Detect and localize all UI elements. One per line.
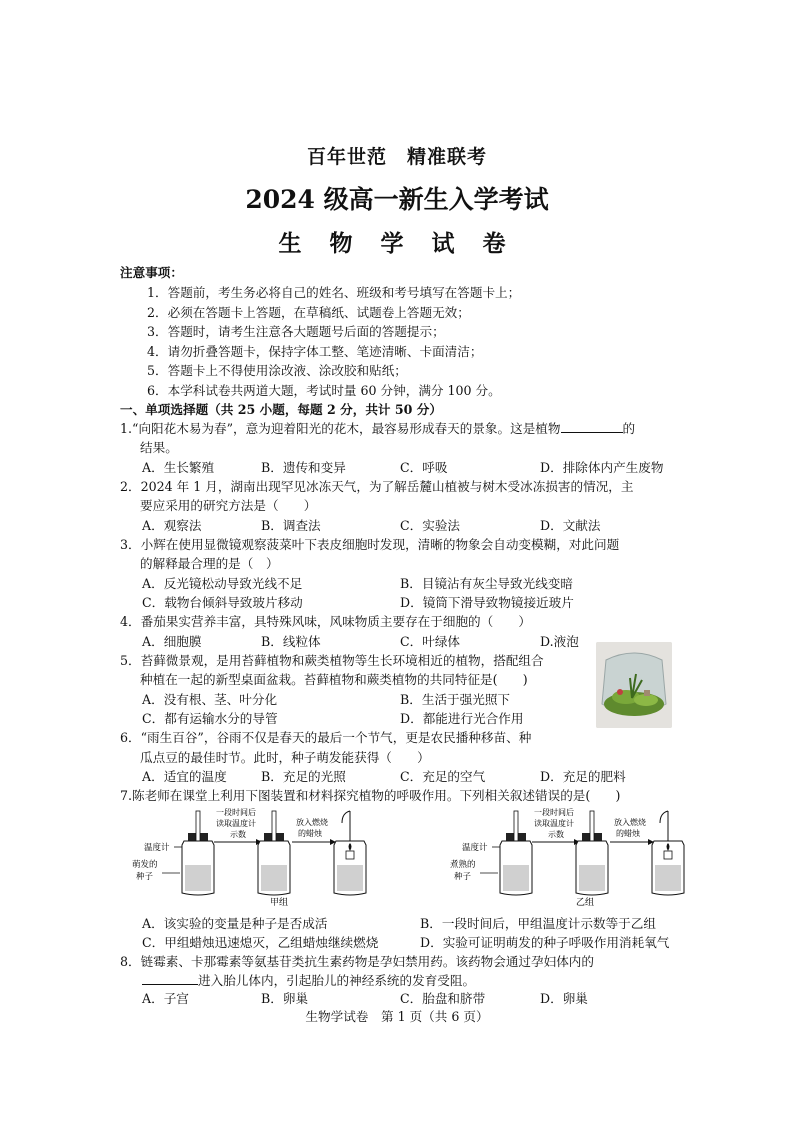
question-stem: 2．2024 年 1 月，湖南出现罕见冰冻天气，为了解岳麓山植被与树木受冰冻损害的情况，主 [120,479,634,494]
option: D．都能进行光合作用 [400,711,524,726]
experiment-figure [130,805,690,908]
question-stem: 6．“雨生百谷”，谷雨不仅是春天的最后一个节气，更是农民播种移苗、种 [120,730,532,745]
option: D．文献法 [540,518,601,533]
option: B．目镜沾有灰尘导致光线变暗 [400,576,573,591]
arrow-label: 的蜡烛 [298,829,322,838]
option: B．线粒体 [261,634,321,649]
option: A．观察法 [142,518,202,533]
option: D．镜筒下滑导致物镜接近玻片 [400,595,574,610]
exam-series-title: 百年世范 精准联考 [306,146,487,168]
candle [346,851,354,859]
terrarium-illustration [596,642,672,728]
option: B．遗传和变异 [261,460,346,475]
option: B．调查法 [261,518,321,533]
option: C．实验法 [400,518,461,533]
group-yi-apparatus [450,807,684,908]
moss-terrarium-photo [596,642,672,728]
answer-blank [561,420,623,433]
seeds [185,865,211,891]
question-stem-cont: 要应采用的研究方法是（ ） [140,498,317,513]
seeds [503,865,529,891]
question-stem: 4．番茄果实营养丰富，具特殊风味，风味物质主要存在于细胞的（ ） [120,614,532,629]
question-stem-cont [142,970,475,989]
option: B．卵巢 [261,991,309,1006]
seed-label: 种子 [454,872,472,882]
option: A．子宫 [142,991,189,1006]
notice-item: 3．答题时，请考生注意各大题题号后面的答题提示； [147,324,445,339]
option: C．胎盘和脐带 [400,991,486,1006]
option: D．充足的肥料 [540,769,626,784]
option: A．反光镜松动导致光线不足 [142,576,303,591]
arrow-label: 示数 [230,830,246,839]
candle-spoon-handle [660,811,668,823]
q8-stem-end: 进入胎儿体内，引起胎儿的神经系统的发育受阻。 [198,973,476,988]
option: A．该实验的变量是种子是否成活 [142,916,328,931]
question-stem-cont: 的解释最合理的是（ ） [140,556,279,571]
question-stem-cont: 结果。 [140,440,178,455]
option: A．生长繁殖 [142,460,215,475]
arrow-label: 一段时间后 [534,808,574,817]
arrow-label: 的蜡烛 [616,829,640,838]
thermometer-label: 温度计 [144,843,170,853]
option: B．生活于强光照下 [400,692,511,707]
seed-label: 煮熟的 [450,860,476,870]
option: A．没有根、茎、叶分化 [142,692,278,707]
option: D．实验可证明萌发的种子呼吸作用消耗氧气 [420,935,670,950]
question-stem: 3．小辉在使用显微镜观察菠菜叶下表皮细胞时发现，清晰的物象会自动变模糊，对此问题 [120,537,620,552]
page-footer: 生物学试卷 第 1 页（共 6 页） [305,1009,489,1024]
notice-item: 6．本学科试卷共两道大题，考试时量 60 分钟，满分 100 分。 [147,383,501,398]
notice-item: 2．必须在答题卡上答题，在草稿纸、试题卷上答题无效； [147,305,470,320]
option: B．一段时间后，甲组温度计示数等于乙组 [420,916,656,931]
option: C．甲组蜡烛迅速熄灭，乙组蜡烛继续燃烧 [142,935,379,950]
notice-item: 4．请勿折叠答题卡，保持字体工整、笔迹清晰、卡面清洁； [147,344,483,359]
arrow-label: 读取温度计 [534,819,574,828]
subject-title: 生 物 学 试 卷 [278,230,516,257]
question-stem: 5．苔藓微景观，是用苔藓植物和蕨类植物等生长环境相近的植物，搭配组合 [120,653,544,668]
seed-label: 种子 [136,872,154,882]
seeds [261,865,287,891]
seeds [655,865,681,891]
arrow-label: 读取温度计 [216,819,256,828]
group-label: 乙组 [576,898,595,908]
notice-item: 5．答题卡上不得使用涂改液、涂改胶和贴纸； [147,363,407,378]
notice-title: 注意事项： [120,265,183,280]
arrow-label: 放入燃烧 [614,818,646,827]
notice-item: 1．答题前，考生务必将自己的姓名、班级和考号填写在答题卡上； [147,285,521,300]
seeds [579,865,605,891]
exam-title: 2024 级高一新生入学考试 [245,185,549,214]
option: A．适宜的温度 [142,769,227,784]
option: D．卵巢 [540,991,588,1006]
red-flower [617,689,623,695]
arrow-label: 放入燃烧 [296,818,328,827]
option: C．充足的空气 [400,769,486,784]
group-label: 甲组 [270,898,289,908]
question-stem: 7.陈老师在课堂上利用下图装置和材料探究植物的呼吸作用。下列相关叙述错误的是( ) [120,788,621,803]
question-stem-cont: 种植在一起的新型桌面盆栽。苔藓植物和蕨类植物的共同特征是( ) [140,672,528,687]
candle-spoon-handle [342,811,350,823]
option: D.液泡 [540,634,579,649]
option: B．充足的光照 [261,769,346,784]
section-title: 一、单项选择题（共 25 小题，每题 2 分，共计 50 分） [120,402,442,417]
option: A．细胞膜 [142,634,202,649]
seed-label: 萌发的 [132,860,158,870]
candle [664,851,672,859]
seeds [337,865,363,891]
pebble [644,690,650,696]
question-stem-cont: 瓜点豆的最佳时节。此时，种子萌发能获得（ ） [140,750,430,765]
option: C．载物台倾斜导致玻片移动 [142,595,303,610]
thermometer-label: 温度计 [462,843,488,853]
option: D．排除体内产生废物 [540,460,664,475]
q1-stem: 1.“向阳花木易为春”，意为迎着阳光的花木，最容易形成春天的景象。这是植物 [120,421,561,436]
option: C．都有运输水分的导管 [142,711,278,726]
option: C．呼吸 [400,460,448,475]
answer-blank [142,972,198,985]
group-jia-apparatus [132,807,366,908]
arrow-label: 示数 [548,830,564,839]
option: C．叶绿体 [400,634,461,649]
question-stem [120,418,635,437]
q1-stem-end: 的 [622,421,636,436]
question-stem: 8．链霉素、卡那霉素等氨基苷类抗生素药物是孕妇禁用药。该药物会通过孕妇体内的 [120,954,594,969]
arrow-label: 一段时间后 [216,808,256,817]
